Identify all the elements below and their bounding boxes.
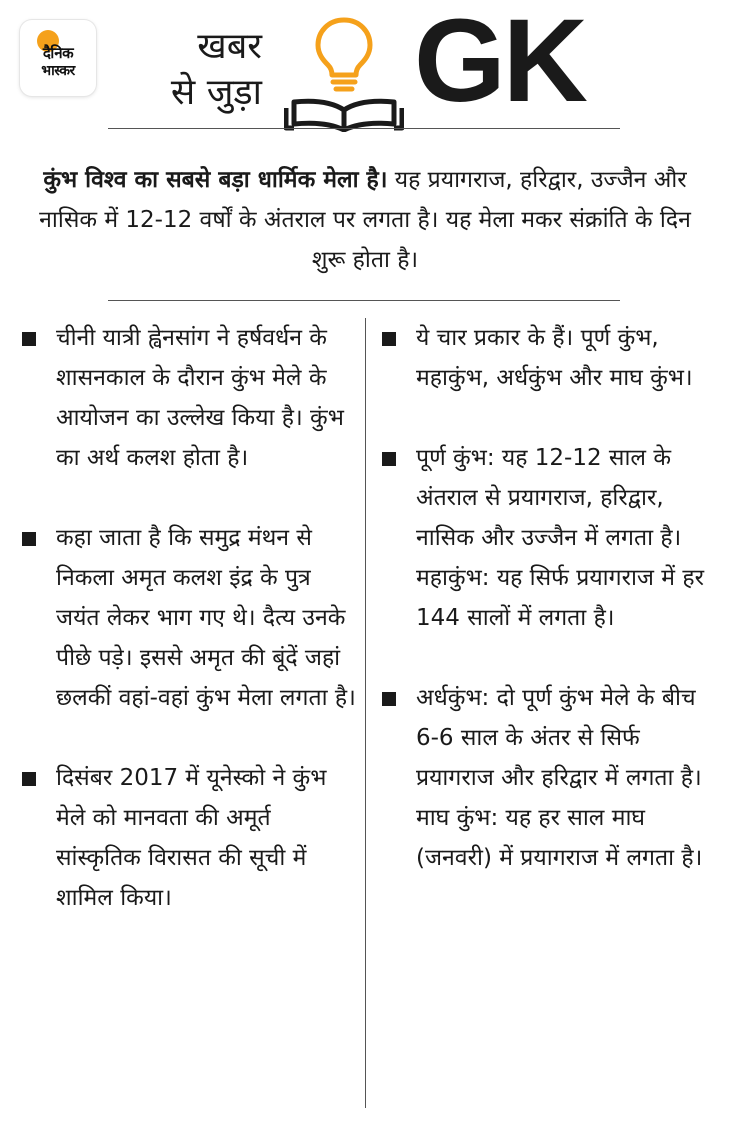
intro-divider (108, 300, 620, 301)
intro-paragraph (28, 160, 702, 280)
list-item (380, 678, 716, 878)
list-item-text: कहा जाता है कि समुद्र मंथन से निकला अमृत कलश इंद्र के पुत्र जयंत लेकर भाग गए थे। दैत्य उनके पीछे पड़े। इससे अमृत की बूंदें जहां छलकीं वहां-वहां कुंभ मेला लगता है। (56, 525, 356, 711)
list-item (380, 438, 716, 638)
bullet-square-icon (382, 452, 396, 466)
left-column (20, 318, 356, 918)
lightbulb-book-icon (284, 14, 404, 132)
intro-rest: यह प्रयागराज, हरिद्वार, उज्जैन और नासिक में 12-12 वर्षों के अंतराल पर लगता है। यह मेला मकर संक्रांति के दिन शुरू होता है। (39, 167, 691, 273)
list-item (20, 318, 356, 478)
tagline-line1: खबर (197, 26, 262, 67)
list-item-text: चीनी यात्री ह्वेनसांग ने हर्षवर्धन के शासनकाल के दौरान कुंभ मेले के आयोजन का उल्लेख किया है। कुंभ का अर्थ कलश होता है। (56, 325, 344, 471)
bullet-square-icon (382, 692, 396, 706)
list-item (380, 318, 716, 398)
intro-bold-lead: कुंभ विश्व का सबसे बड़ा धार्मिक मेला है। (43, 167, 388, 193)
list-item (20, 758, 356, 918)
bullet-square-icon (22, 332, 36, 346)
right-column (380, 318, 714, 878)
bullet-square-icon (22, 772, 36, 786)
logo-text-line2: भास्कर (41, 63, 75, 79)
tagline-line2: से जुड़ा (170, 72, 262, 113)
list-item-text: अर्धकुंभ: दो पूर्ण कुंभ मेले के बीच 6-6 साल के अंतर से सिर्फ प्रयागराज और हरिद्वार में लगता है। माघ कुंभ: यह हर साल माघ (जनवरी) में प्रयागराज में लगता है। (416, 685, 703, 871)
bullet-square-icon (382, 332, 396, 346)
bullet-square-icon (22, 532, 36, 546)
gk-title: GK (414, 0, 585, 127)
header-divider (108, 128, 620, 129)
list-item (20, 518, 356, 718)
column-divider (365, 318, 366, 1108)
list-item-text: ये चार प्रकार के हैं। पूर्ण कुंभ, महाकुंभ, अर्धकुंभ और माघ कुंभ। (416, 325, 693, 391)
header-tagline (150, 24, 262, 116)
dainik-bhaskar-logo[interactable] (20, 20, 96, 96)
logo-text-line1: दैनिक (42, 44, 74, 62)
list-item-text: पूर्ण कुंभ: यह 12-12 साल के अंतराल से प्रयागराज, हरिद्वार, नासिक और उज्जैन में लगता है। महाकुंभ: यह सिर्फ प्रयागराज में हर 144 सालों में लगता है। (416, 445, 704, 631)
list-item-text: दिसंबर 2017 में यूनेस्को ने कुंभ मेले को मानवता की अमूर्त सांस्कृतिक विरासत की सूची में शामिल किया। (56, 765, 327, 911)
